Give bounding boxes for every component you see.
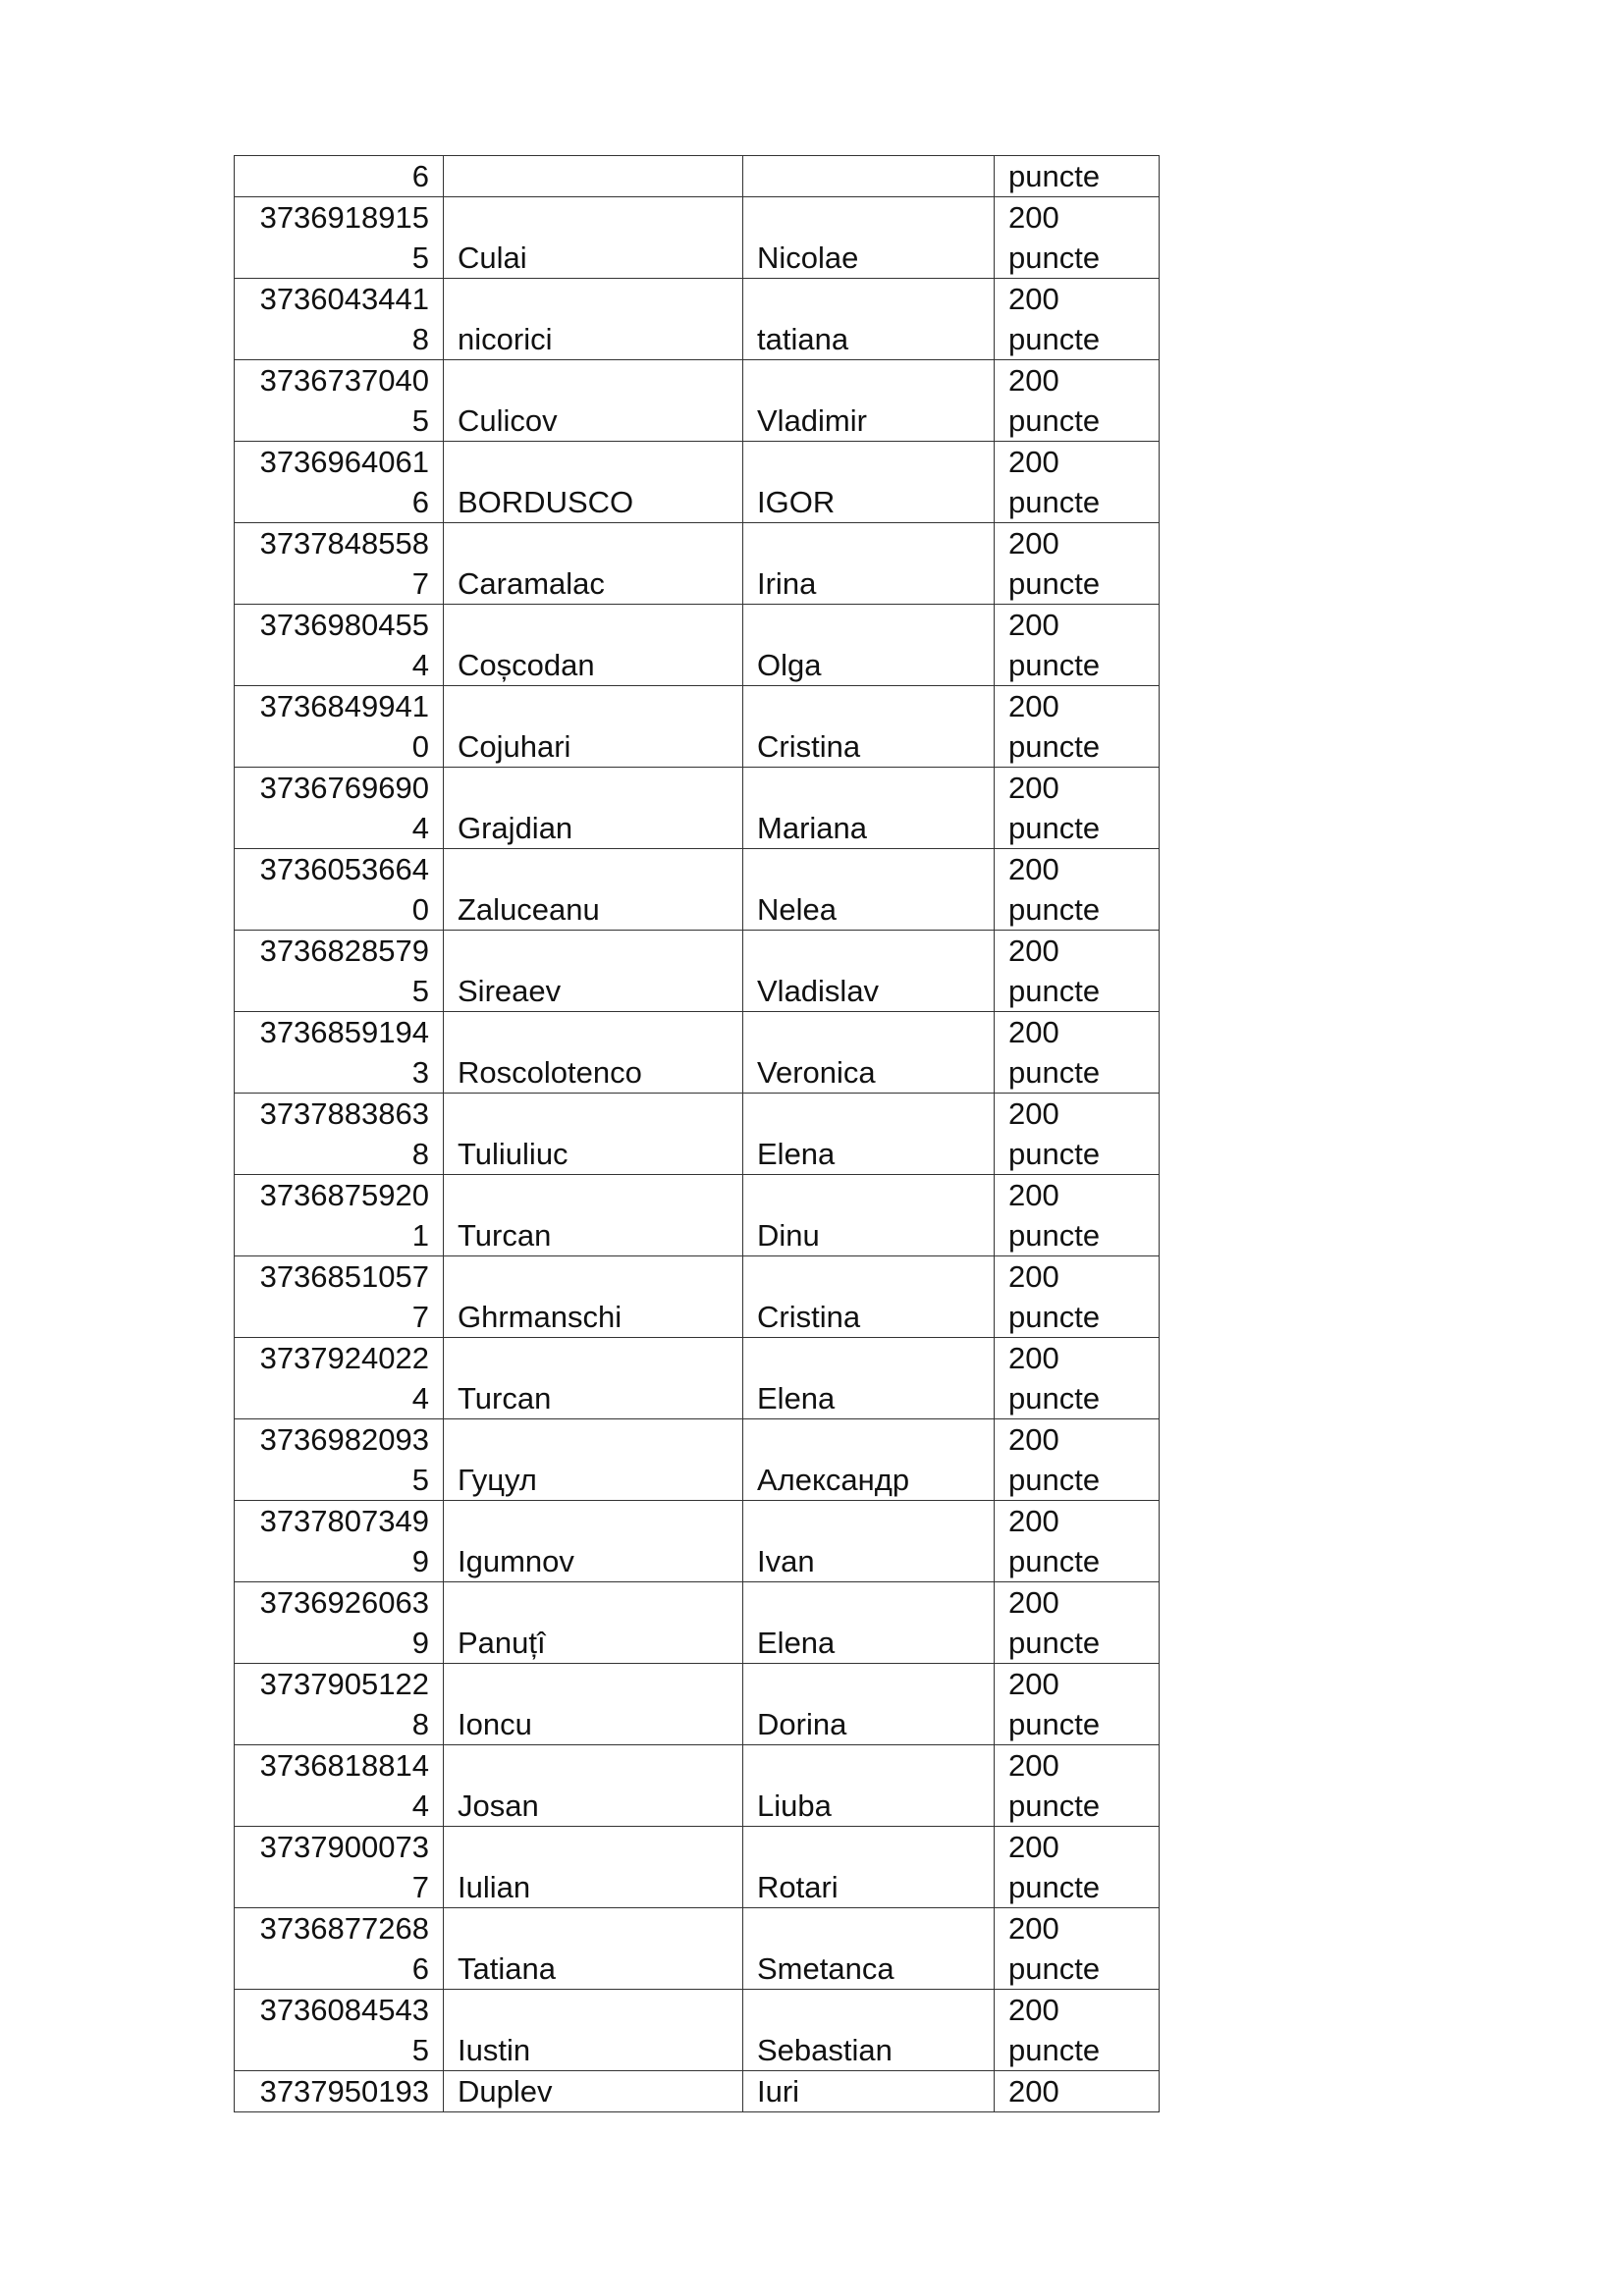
last-name-cell: Zaluceanu xyxy=(444,849,743,931)
points-line: 200 xyxy=(1008,1096,1059,1131)
points-line: 200 xyxy=(1008,282,1059,316)
table-row xyxy=(235,1501,1160,1582)
table-row xyxy=(235,931,1160,1012)
phone-cell xyxy=(235,1990,444,2071)
phone-cell xyxy=(235,1745,444,1827)
points-line: 200 xyxy=(1008,1341,1059,1375)
table-row xyxy=(235,1338,1160,1419)
last-name-cell: Ioncu xyxy=(444,1664,743,1745)
points-line: puncte xyxy=(1008,1300,1101,1334)
phone-line: 3737905122 xyxy=(259,1667,429,1701)
phone-line: 4 xyxy=(411,811,429,845)
points-line: puncte xyxy=(1008,892,1101,927)
points-line: 200 xyxy=(1008,771,1059,805)
last-name-cell: Iustin xyxy=(444,1990,743,2071)
points-line: 200 xyxy=(1008,1178,1059,1212)
table-row xyxy=(235,605,1160,686)
points-line: puncte xyxy=(1008,1137,1101,1171)
first-name-cell: Smetanca xyxy=(743,1908,995,1990)
points-cell xyxy=(995,1582,1160,1664)
points-line: 200 xyxy=(1008,1830,1059,1864)
phone-cell xyxy=(235,197,444,279)
phone-line: 7 xyxy=(411,566,429,601)
table-row xyxy=(235,1582,1160,1664)
points-cell xyxy=(995,1908,1160,1990)
last-name-cell: Grajdian xyxy=(444,768,743,849)
table-row xyxy=(235,1908,1160,1990)
points-line: puncte xyxy=(1008,1381,1101,1415)
table-row xyxy=(235,1664,1160,1745)
phone-line: 3737883863 xyxy=(259,1096,429,1131)
points-line: 200 xyxy=(1008,1911,1059,1946)
points-line: puncte xyxy=(1008,485,1101,519)
points-line: puncte xyxy=(1008,403,1101,438)
phone-cell xyxy=(235,1419,444,1501)
table-row xyxy=(235,156,1160,197)
phone-line: 3736982093 xyxy=(259,1422,429,1457)
first-name-cell: IGOR xyxy=(743,442,995,523)
last-name-cell: Roscolotenco xyxy=(444,1012,743,1094)
phone-line: 3736877268 xyxy=(259,1911,429,1946)
table-row xyxy=(235,1745,1160,1827)
results-table xyxy=(234,155,1160,2112)
phone-cell xyxy=(235,360,444,442)
first-name-cell: Rotari xyxy=(743,1827,995,1908)
points-cell xyxy=(995,1256,1160,1338)
points-line: puncte xyxy=(1008,1951,1101,1986)
points-cell xyxy=(995,197,1160,279)
first-name-cell: Dinu xyxy=(743,1175,995,1256)
table-row xyxy=(235,1175,1160,1256)
table-row xyxy=(235,1990,1160,2071)
phone-line: 7 xyxy=(411,1870,429,1904)
phone-line: 3736818814 xyxy=(259,1748,429,1783)
points-line: puncte xyxy=(1008,811,1101,845)
points-line: puncte xyxy=(1008,1626,1101,1660)
first-name-cell: Cristina xyxy=(743,1256,995,1338)
points-line: 200 xyxy=(1008,363,1059,398)
table-row xyxy=(235,768,1160,849)
last-name-cell: Culicov xyxy=(444,360,743,442)
points-line: 200 xyxy=(1008,1015,1059,1049)
phone-cell xyxy=(235,1012,444,1094)
phone-line: 3736926063 xyxy=(259,1585,429,1620)
points-line: 200 xyxy=(1008,608,1059,642)
first-name-cell: tatiana xyxy=(743,279,995,360)
last-name-cell: Ghrmanschi xyxy=(444,1256,743,1338)
last-name-cell xyxy=(444,156,743,197)
first-name-cell: Cristina xyxy=(743,686,995,768)
phone-line: 7 xyxy=(411,1300,429,1334)
phone-line: 3736964061 xyxy=(259,445,429,479)
points-line: 200 xyxy=(1008,1993,1059,2027)
phone-cell xyxy=(235,1501,444,1582)
last-name-cell: Гуцул xyxy=(444,1419,743,1501)
points-cell xyxy=(995,1827,1160,1908)
last-name-cell: nicorici xyxy=(444,279,743,360)
last-name-cell: Panuțî xyxy=(444,1582,743,1664)
last-name-cell: Tatiana xyxy=(444,1908,743,1990)
first-name-cell xyxy=(743,156,995,197)
points-cell xyxy=(995,360,1160,442)
phone-line: 5 xyxy=(411,403,429,438)
first-name-cell: Vladimir xyxy=(743,360,995,442)
phone-cell xyxy=(235,686,444,768)
last-name-cell: BORDUSCO xyxy=(444,442,743,523)
table-row xyxy=(235,686,1160,768)
points-line: 200 xyxy=(1008,1259,1059,1294)
phone-line: 3736769690 xyxy=(259,771,429,805)
points-cell xyxy=(995,156,1160,197)
table-row xyxy=(235,1256,1160,1338)
phone-cell xyxy=(235,1908,444,1990)
phone-cell xyxy=(235,605,444,686)
last-name-cell: Duplev xyxy=(444,2071,743,2112)
table-row xyxy=(235,2071,1160,2112)
points-cell xyxy=(995,2071,1160,2112)
phone-line: 4 xyxy=(411,1381,429,1415)
table-row xyxy=(235,1094,1160,1175)
points-line: 200 xyxy=(1008,200,1059,235)
table-row xyxy=(235,197,1160,279)
points-line: 200 xyxy=(1008,1504,1059,1538)
points-line: 200 xyxy=(1008,1748,1059,1783)
phone-line: 3737950193 xyxy=(259,2074,429,2109)
first-name-cell: Elena xyxy=(743,1094,995,1175)
first-name-cell: Nelea xyxy=(743,849,995,931)
table-row xyxy=(235,1419,1160,1501)
phone-line: 1 xyxy=(411,1218,429,1253)
phone-cell xyxy=(235,279,444,360)
phone-line: 0 xyxy=(411,892,429,927)
phone-line: 3737807349 xyxy=(259,1504,429,1538)
points-line: 200 xyxy=(1008,1422,1059,1457)
phone-line: 6 xyxy=(411,159,429,193)
results-table-body xyxy=(235,156,1160,2112)
phone-line: 8 xyxy=(411,322,429,356)
points-cell xyxy=(995,279,1160,360)
last-name-cell: Culai xyxy=(444,197,743,279)
phone-line: 3737848558 xyxy=(259,526,429,561)
last-name-cell: Tuliuliuc xyxy=(444,1094,743,1175)
first-name-cell: Irina xyxy=(743,523,995,605)
phone-cell xyxy=(235,849,444,931)
phone-line: 4 xyxy=(411,1789,429,1823)
points-line: 200 xyxy=(1008,852,1059,886)
points-line: puncte xyxy=(1008,159,1101,193)
points-cell xyxy=(995,1745,1160,1827)
phone-line: 3736980455 xyxy=(259,608,429,642)
first-name-cell: Александр xyxy=(743,1419,995,1501)
table-row xyxy=(235,849,1160,931)
first-name-cell: Olga xyxy=(743,605,995,686)
points-cell xyxy=(995,768,1160,849)
points-line: 200 xyxy=(1008,2074,1059,2109)
phone-line: 3 xyxy=(411,1055,429,1090)
table-row xyxy=(235,1827,1160,1908)
first-name-cell: Vladislav xyxy=(743,931,995,1012)
phone-line: 3736043441 xyxy=(259,282,429,316)
table-row xyxy=(235,442,1160,523)
points-line: 200 xyxy=(1008,1585,1059,1620)
points-cell xyxy=(995,1338,1160,1419)
points-cell xyxy=(995,523,1160,605)
points-cell xyxy=(995,1012,1160,1094)
phone-cell xyxy=(235,2071,444,2112)
table-row xyxy=(235,1012,1160,1094)
points-line: puncte xyxy=(1008,1544,1101,1578)
last-name-cell: Iulian xyxy=(444,1827,743,1908)
last-name-cell: Josan xyxy=(444,1745,743,1827)
first-name-cell: Ivan xyxy=(743,1501,995,1582)
phone-cell xyxy=(235,931,444,1012)
phone-cell xyxy=(235,1094,444,1175)
points-cell xyxy=(995,1419,1160,1501)
phone-cell xyxy=(235,1175,444,1256)
phone-line: 3736737040 xyxy=(259,363,429,398)
points-line: puncte xyxy=(1008,2033,1101,2067)
points-cell xyxy=(995,849,1160,931)
phone-cell xyxy=(235,1338,444,1419)
table-row xyxy=(235,279,1160,360)
points-line: puncte xyxy=(1008,1870,1101,1904)
phone-line: 3736851057 xyxy=(259,1259,429,1294)
points-cell xyxy=(995,1175,1160,1256)
points-cell xyxy=(995,1094,1160,1175)
phone-cell xyxy=(235,442,444,523)
first-name-cell: Elena xyxy=(743,1582,995,1664)
points-cell xyxy=(995,686,1160,768)
first-name-cell: Elena xyxy=(743,1338,995,1419)
phone-line: 3736918915 xyxy=(259,200,429,235)
phone-line: 5 xyxy=(411,2033,429,2067)
phone-line: 3737900073 xyxy=(259,1830,429,1864)
points-line: puncte xyxy=(1008,240,1101,275)
phone-cell xyxy=(235,1664,444,1745)
first-name-cell: Iuri xyxy=(743,2071,995,2112)
first-name-cell: Nicolae xyxy=(743,197,995,279)
phone-line: 0 xyxy=(411,729,429,764)
phone-line: 5 xyxy=(411,240,429,275)
phone-cell xyxy=(235,523,444,605)
phone-line: 3736084543 xyxy=(259,1993,429,2027)
phone-line: 6 xyxy=(411,485,429,519)
first-name-cell: Veronica xyxy=(743,1012,995,1094)
phone-line: 5 xyxy=(411,974,429,1008)
points-cell xyxy=(995,931,1160,1012)
phone-line: 8 xyxy=(411,1137,429,1171)
first-name-cell: Dorina xyxy=(743,1664,995,1745)
points-cell xyxy=(995,1501,1160,1582)
first-name-cell: Liuba xyxy=(743,1745,995,1827)
points-line: 200 xyxy=(1008,934,1059,968)
points-line: 200 xyxy=(1008,1667,1059,1701)
points-line: puncte xyxy=(1008,1789,1101,1823)
points-line: puncte xyxy=(1008,974,1101,1008)
phone-line: 3736053664 xyxy=(259,852,429,886)
points-line: puncte xyxy=(1008,729,1101,764)
phone-line: 3736875920 xyxy=(259,1178,429,1212)
points-line: puncte xyxy=(1008,566,1101,601)
points-cell xyxy=(995,605,1160,686)
phone-cell xyxy=(235,1827,444,1908)
phone-cell xyxy=(235,1256,444,1338)
phone-cell xyxy=(235,156,444,197)
points-line: puncte xyxy=(1008,1707,1101,1741)
points-line: puncte xyxy=(1008,1463,1101,1497)
phone-line: 3736859194 xyxy=(259,1015,429,1049)
first-name-cell: Sebastian xyxy=(743,1990,995,2071)
phone-line: 9 xyxy=(411,1544,429,1578)
points-line: 200 xyxy=(1008,445,1059,479)
points-line: puncte xyxy=(1008,648,1101,682)
last-name-cell: Turcan xyxy=(444,1338,743,1419)
phone-line: 4 xyxy=(411,648,429,682)
phone-line: 3737924022 xyxy=(259,1341,429,1375)
points-cell xyxy=(995,442,1160,523)
phone-line: 6 xyxy=(411,1951,429,1986)
last-name-cell: Cojuhari xyxy=(444,686,743,768)
points-line: puncte xyxy=(1008,322,1101,356)
table-row xyxy=(235,523,1160,605)
phone-line: 3736828579 xyxy=(259,934,429,968)
phone-line: 9 xyxy=(411,1626,429,1660)
points-line: puncte xyxy=(1008,1055,1101,1090)
last-name-cell: Sireaev xyxy=(444,931,743,1012)
table-row xyxy=(235,360,1160,442)
points-cell xyxy=(995,1664,1160,1745)
points-cell xyxy=(995,1990,1160,2071)
last-name-cell: Igumnov xyxy=(444,1501,743,1582)
points-line: 200 xyxy=(1008,526,1059,561)
last-name-cell: Coșcodan xyxy=(444,605,743,686)
last-name-cell: Turcan xyxy=(444,1175,743,1256)
first-name-cell: Mariana xyxy=(743,768,995,849)
points-line: puncte xyxy=(1008,1218,1101,1253)
phone-line: 8 xyxy=(411,1707,429,1741)
last-name-cell: Caramalac xyxy=(444,523,743,605)
phone-cell xyxy=(235,1582,444,1664)
phone-cell xyxy=(235,768,444,849)
points-line: 200 xyxy=(1008,689,1059,723)
phone-line: 3736849941 xyxy=(259,689,429,723)
phone-line: 5 xyxy=(411,1463,429,1497)
